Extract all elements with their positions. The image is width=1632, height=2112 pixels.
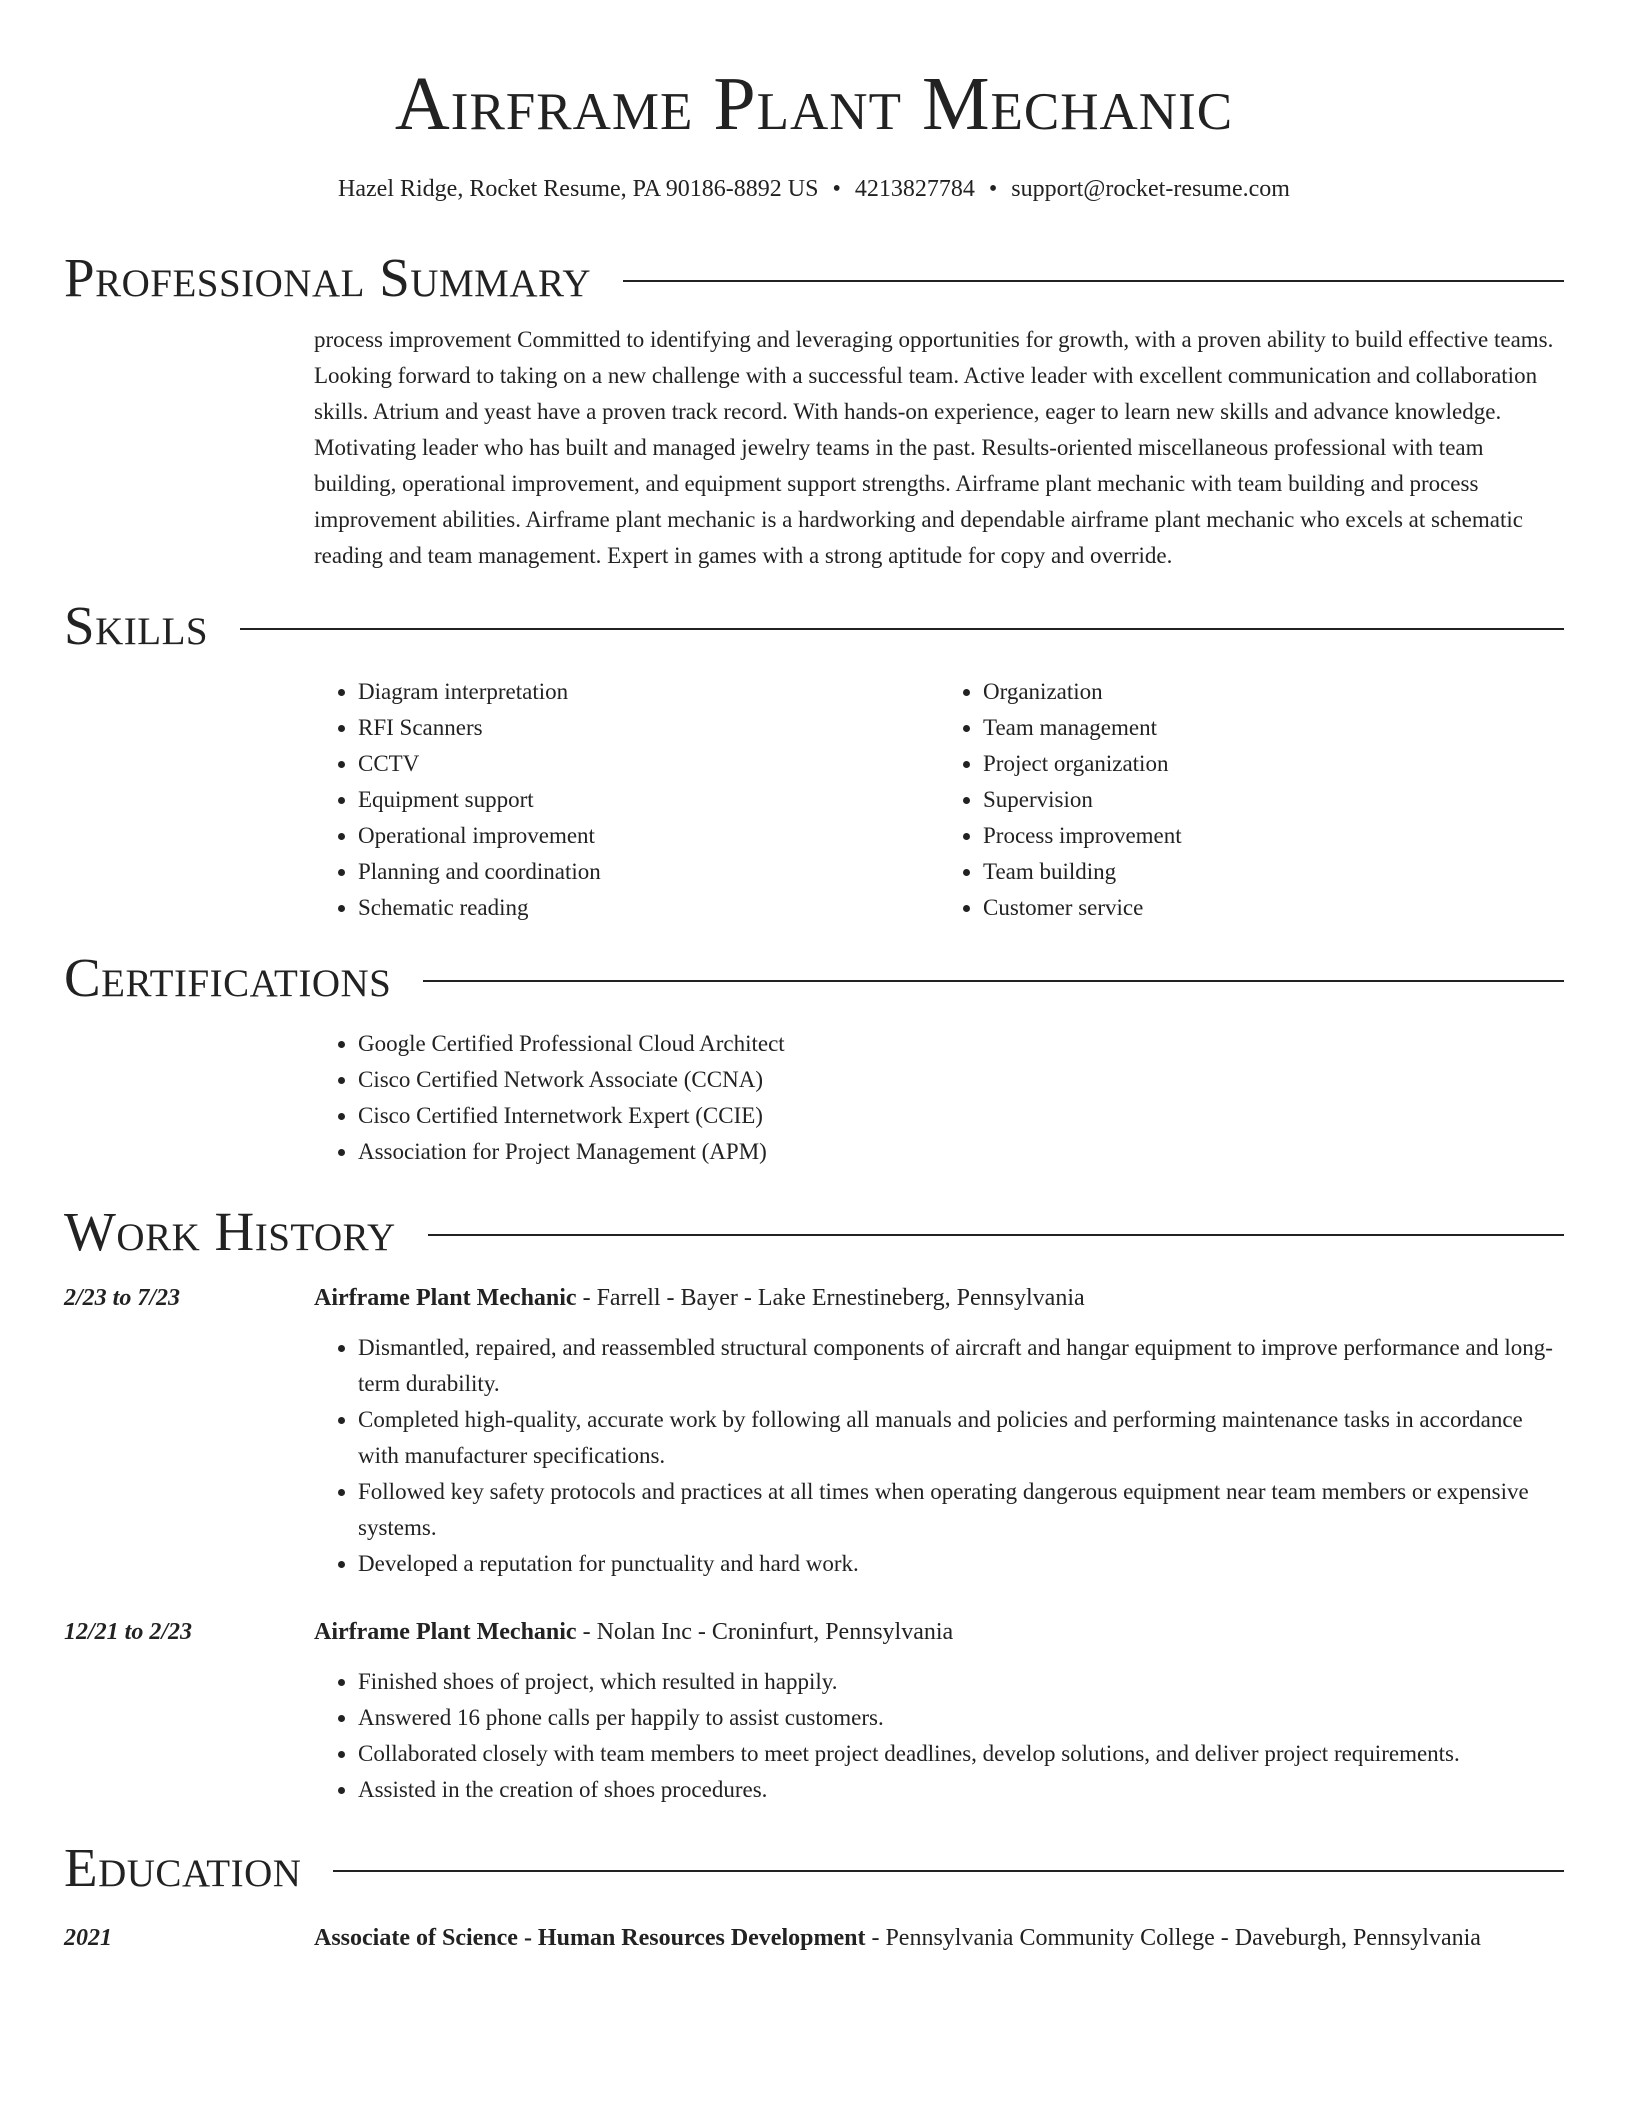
summary-section-header: [64, 248, 1564, 308]
job-heading: [314, 1614, 953, 1650]
job-details: - Farrell - Bayer - Lake Ernestineberg, Pennsylvania: [576, 1285, 1085, 1311]
list-item: • Diagram interpretation: [358, 674, 939, 710]
list-item: • Google Certified Professional Cloud Architect: [358, 1026, 1564, 1062]
job-entry: [64, 1614, 1564, 1808]
summary-heading: Professional Summary: [64, 247, 592, 308]
job-header: [64, 1280, 1564, 1316]
contact-phone: 4213827784: [854, 176, 975, 202]
list-item: • Cisco Certified Network Associate (CCNA): [358, 1062, 1564, 1098]
list-item: • Developed a reputation for punctuality and hard work.: [358, 1546, 1564, 1582]
section-divider: [240, 628, 1564, 630]
list-item: • Team management: [983, 710, 1564, 746]
summary-body: [314, 322, 1564, 574]
list-item: • Followed key safety protocols and practices at all times when operating dangerous equipment near team members or expensive systems.: [358, 1474, 1564, 1546]
list-item: • Cisco Certified Internetwork Expert (CCIE): [358, 1098, 1564, 1134]
list-item: • Assisted in the creation of shoes procedures.: [358, 1772, 1564, 1808]
education-year: 2021: [64, 1925, 112, 1951]
section-divider: [428, 1234, 1564, 1236]
certifications-body: [314, 1026, 1564, 1170]
list-item: • Project organization: [983, 746, 1564, 782]
certifications-heading: Certifications: [64, 947, 392, 1008]
list-item: • Answered 16 phone calls per happily to assist customers.: [358, 1700, 1564, 1736]
job-header: [64, 1614, 1564, 1650]
section-divider: [423, 980, 1564, 982]
work-section-header: [64, 1202, 1564, 1262]
job-dates: 2/23 to 7/23: [64, 1285, 181, 1311]
skills-list-right: [939, 674, 1564, 926]
job-body: [314, 1664, 1564, 1808]
skills-grid: [314, 674, 1564, 926]
job-details: - Nolan Inc - Croninfurt, Pennsylvania: [576, 1619, 954, 1645]
education-details: - Pennsylvania Community College - Daveburgh, Pennsylvania: [865, 1925, 1481, 1951]
list-item: • CCTV: [358, 746, 939, 782]
job-title: Airframe Plant Mechanic: [314, 1285, 577, 1311]
list-item: • Customer service: [983, 890, 1564, 926]
list-item: • RFI Scanners: [358, 710, 939, 746]
education-heading: Education: [64, 1837, 302, 1898]
list-item: • Finished shoes of project, which resulted in happily.: [358, 1664, 1564, 1700]
summary-text: process improvement Committed to identifying and leveraging opportunities for growth, with a proven ability to build effective teams. Looking forward to taking on a new challenge with a successful team. Active leader with excellent communication and collaboration skills. Atrium and yeast have a proven track record. With hands-on experience, eager to learn new skills and advance knowledge. Motivating leader who has built and managed jewelry teams in the past. Results-oriented miscellaneous professional with team building, operational improvement, and equipment support strengths. Airframe plant mechanic with team building and process improvement abilities. Airframe plant mechanic is a hardworking and dependable airframe plant mechanic who excels at schematic reading and team management. Expert in games with a strong aptitude for copy and override.: [314, 327, 1554, 568]
contact-separator: •: [988, 176, 998, 202]
job-entry: [64, 1280, 1564, 1582]
certifications-section-header: [64, 948, 1564, 1008]
job-bullets: [314, 1330, 1564, 1582]
job-body: [314, 1330, 1564, 1582]
education-entry: [64, 1920, 1564, 1956]
education-heading-line: [314, 1920, 1481, 1956]
work-heading: Work History: [64, 1201, 396, 1262]
list-item: • Team building: [983, 854, 1564, 890]
education-section-header: [64, 1838, 1564, 1898]
skills-list-left: [314, 674, 939, 926]
list-item: • Process improvement: [983, 818, 1564, 854]
job-title: Airframe Plant Mechanic: [314, 1619, 577, 1645]
list-item: • Supervision: [983, 782, 1564, 818]
education-degree: Associate of Science - Human Resources Development: [314, 1925, 866, 1951]
list-item: • Operational improvement: [358, 818, 939, 854]
job-bullets: [314, 1664, 1564, 1808]
list-item: • Association for Project Management (APM): [358, 1134, 1564, 1170]
contact-separator: •: [832, 176, 841, 202]
section-divider: [333, 1870, 1564, 1872]
list-item: • Equipment support: [358, 782, 939, 818]
list-item: • Organization: [983, 674, 1564, 710]
list-item: • Dismantled, repaired, and reassembled structural components of aircraft and hangar equipment to improve performance and long-term durability.: [358, 1330, 1564, 1402]
list-item: • Collaborated closely with team members to meet project deadlines, develop solutions, and deliver project requirements.: [358, 1736, 1564, 1772]
list-item: • Schematic reading: [358, 890, 939, 926]
page-title: Airframe Plant Mechanic: [394, 62, 1234, 146]
skills-heading: Skills: [64, 595, 209, 656]
contact-email[interactable]: support@rocket-resume.com: [1011, 176, 1290, 202]
list-item: • Completed high-quality, accurate work by following all manuals and policies and performing maintenance tasks in accordance with manufacturer specifications.: [358, 1402, 1564, 1474]
certifications-list: [314, 1026, 1564, 1170]
section-divider: [623, 280, 1564, 282]
contact-line: [64, 174, 1564, 204]
contact-address: Hazel Ridge, Rocket Resume, PA 90186-8892 US: [338, 176, 819, 202]
job-heading: [314, 1280, 1085, 1316]
skills-section-header: [64, 596, 1564, 656]
list-item: • Planning and coordination: [358, 854, 939, 890]
job-dates: 12/21 to 2/23: [64, 1619, 193, 1645]
